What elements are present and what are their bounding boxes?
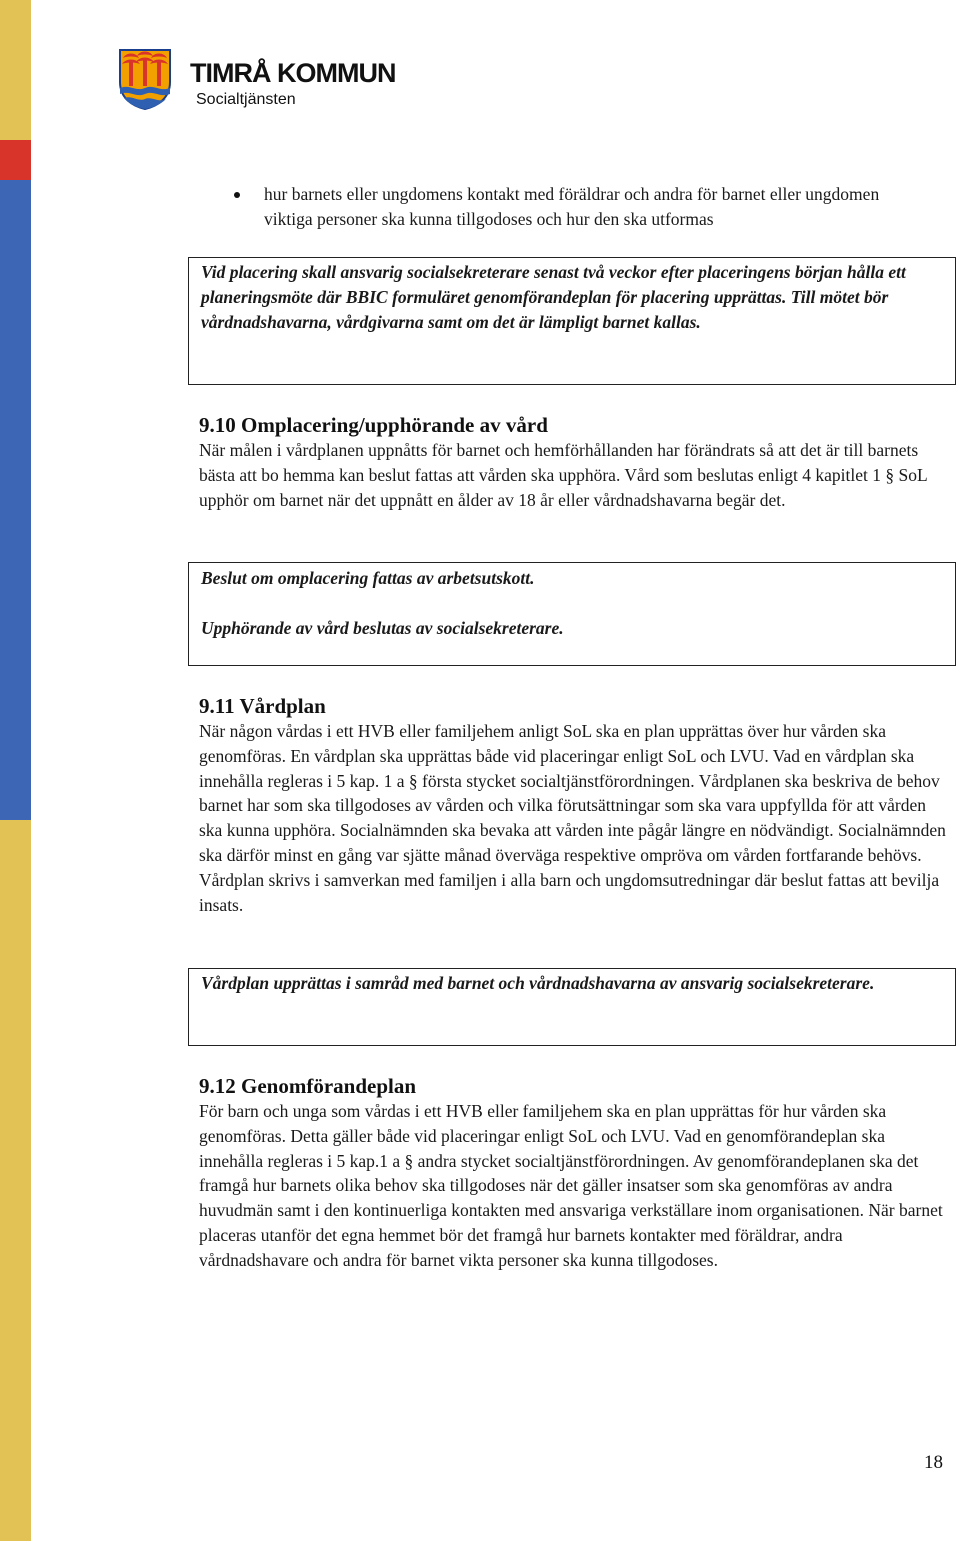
bullet-list [228, 182, 928, 232]
timra-coat-of-arms-icon [118, 48, 172, 110]
section-heading: 9.11 Vårdplan [199, 694, 326, 718]
side-strip-red [0, 140, 31, 180]
section-heading: 9.12 Genomförandeplan [199, 1074, 417, 1098]
side-strip-yellow-bottom [0, 820, 31, 1541]
section-body: När någon vårdas i ett HVB eller familjehem anligt SoL ska en plan upprättas över hur vården ska genomföras. En vårdplan ska upprättas både vid placeringar enligt SoL och LVU. Vad en vårdplan ska innehålla regleras i 5 kap. 1 a § första stycket socialtjänstförordningen. Vårdplanen ska beskriva de behov barnet har som ska tillgodoses av vården och vilka förutsättningar som ska vara uppfyllda för att vården ska kunna upphöra. Socialnämnden ska bevaka att vården inte pågår längre en nödvändigt. Socialnämnden ska därför minst en gång var sjätte månad överväga respektive ompröva om vården fortfarande behövs. Vårdplan skrivs i samverkan med familjen i alla barn och ungdomsutredningar där beslut fattas att bevilja insats. [199, 721, 946, 915]
section-heading: 9.10 Omplacering/upphörande av vård [199, 413, 548, 437]
callout-box-decisions [188, 562, 956, 666]
section-body: För barn och unga som vårdas i ett HVB eller familjehem ska en plan upprättas för hur vården ska genomföras. Detta gäller både vid placeringar enligt SoL och LVU. Vad en genomförandeplan ska innehålla regleras i 5 kap.1 a § andra stycket socialtjänstförordningen. Av genomförandeplanen ska det framgå hur barnets olika behov ska tillgodoses när det gäller insatser som ska genomföras av andra huvudmän samt i den kontinuerliga kontakten med ansvariga verkställare inom organisationen. När barnet placeras utanför det egna hemmet bör det framgå hur barnets kontakter med föräldrar, andra vårdnadshavare och andra för barnet vikta personer ska kunna tillgodoses. [199, 1101, 943, 1270]
section-vardplan [199, 693, 949, 917]
section-body: När målen i vårdplanen uppnåtts för barnet och hemförhållanden har förändrats så att det är till barnets bästa att bo hemma kan beslut fattas att vården ska upphöra. Vård som beslutas enligt 4 kapitlet 1 § SoL upphör om barnet när det uppnått en ålder av 18 år eller vårdnadshavarna begär det. [199, 440, 928, 510]
side-strip-yellow-top [0, 0, 31, 140]
section-omplacering [199, 412, 949, 512]
department-name: Socialtjänsten [196, 91, 296, 108]
callout-box-planning-meeting [188, 257, 956, 385]
page-number: 18 [924, 1452, 943, 1473]
section-genomforandeplan [199, 1073, 949, 1273]
callout-text-line-2: Upphörande av vård beslutas av socialsekreterare. [201, 618, 564, 638]
callout-box-vardplan [188, 968, 956, 1046]
callout-text: Vid placering skall ansvarig socialsekreterare senast två veckor efter placeringens början hålla ett planeringsmöte där BBIC formuläret genomförandeplan för placering upprättas. Till mötet bör vårdnadshavarna, vårdgivarna samt om det är lämpligt barnet kallas. [201, 262, 906, 332]
list-item: hur barnets eller ungdomens kontakt med föräldrar och andra för barnet eller ungdomen viktiga personer ska kunna tillgodoses och hur den ska utformas [228, 182, 928, 232]
callout-text: Vårdplan upprättas i samråd med barnet och vårdnadshavarna av ansvarig socialsekreterare. [201, 973, 875, 993]
side-strip-blue [0, 180, 31, 820]
callout-text-line-1: Beslut om omplacering fattas av arbetsutskott. [201, 568, 535, 588]
org-name: TIMRÅ KOMMUN [190, 58, 396, 88]
